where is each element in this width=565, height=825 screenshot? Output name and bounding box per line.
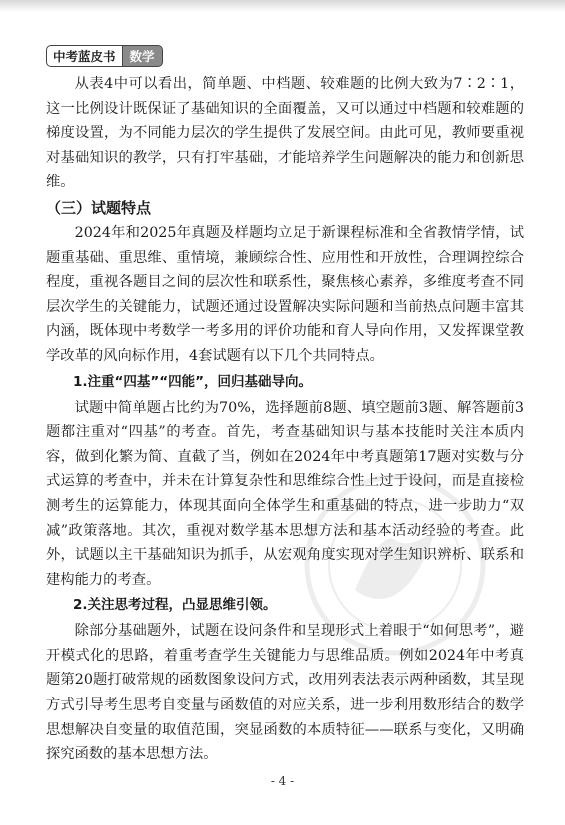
paragraph-basics: 试题中简单题占比约为70%，选择题前8题、填空题前3题、解答题前3题都注重对“四基”的考查。首先，考查基础知识与基本技能时关注本质内容，做到化繁为简、直截了当，例如在2024年中考真题第17题对实数与分式运算的考查中，并未在计算复杂性和思维综合性上过于设问，而是直接检测考生的运算能力，体现其面向全体学生和重基础的特点，进一步助力“双减”政策落地。其次，重视对数学基本思想方法和基本活动经验的考查。此外，试题以主干基础知识为抓手，从宏观角度实现对学生知识辨析、联系和建构能力的考查。: [46, 399, 525, 588]
page-body: [46, 72, 524, 767]
paragraph-thinking: 除部分基础题外，试题在设问条件和呈现形式上着眼于“如何思考”，避开模式化的思路，着重考查学生关键能力与思维品质。例如2024年中考真题第20题打破常规的函数图象设问方式，改用列表法表示两种函数，其呈现方式引导考生思考自变量与函数值的对应关系，进一步利用数形结合的数学思想解决自变量的取值范围，突显函数的本质特征——联系与变化，又明确探究函数的基本思想方法。: [46, 623, 524, 763]
paragraph-difficulty-ratio: 从表4中可以看出，简单题、中档题、较难题的比例大致为7∶2∶1，这一比例设计既保证了基础知识的全面覆盖，又可以通过中档题和较难题的梯度设置，为不同能力层次的学生提供了发展空间。由此可见，教师要重视对基础知识的教学，只有打牢基础，才能培养学生问题解决的能力和创新思维。: [46, 76, 524, 191]
running-header: [46, 45, 163, 67]
paragraph-test-features: 2024年和2025年真题及样题均立足于新课程标准和全省教情学情，试题重基础、重思维、重情境，兼顾综合性、应用性和开放性，合理调控综合程度，重视各题目之间的层次性和联系性，聚焦核心素养，多维度考查不同层次学生的关键能力，试题还通过设置解决实际问题和当前热点问题丰富其内涵，既体现中考数学一考多用的评价功能和育人导向作用，又发挥课堂教学改革的风向标作用，4套试题有以下几个共同特点。: [46, 224, 524, 364]
page-number: - 4 -: [270, 774, 295, 788]
subject-label: 数学: [123, 45, 163, 67]
subheading-1: 1.注重“四基”“四能”，回归基础导向。: [73, 373, 313, 390]
series-label: 中考蓝皮书: [46, 45, 123, 67]
page-edge-shadow: [0, 0, 565, 12]
section-heading: （三）试题特点: [46, 198, 152, 217]
subheading-2: 2.关注思考过程，凸显思维引领。: [73, 597, 277, 614]
